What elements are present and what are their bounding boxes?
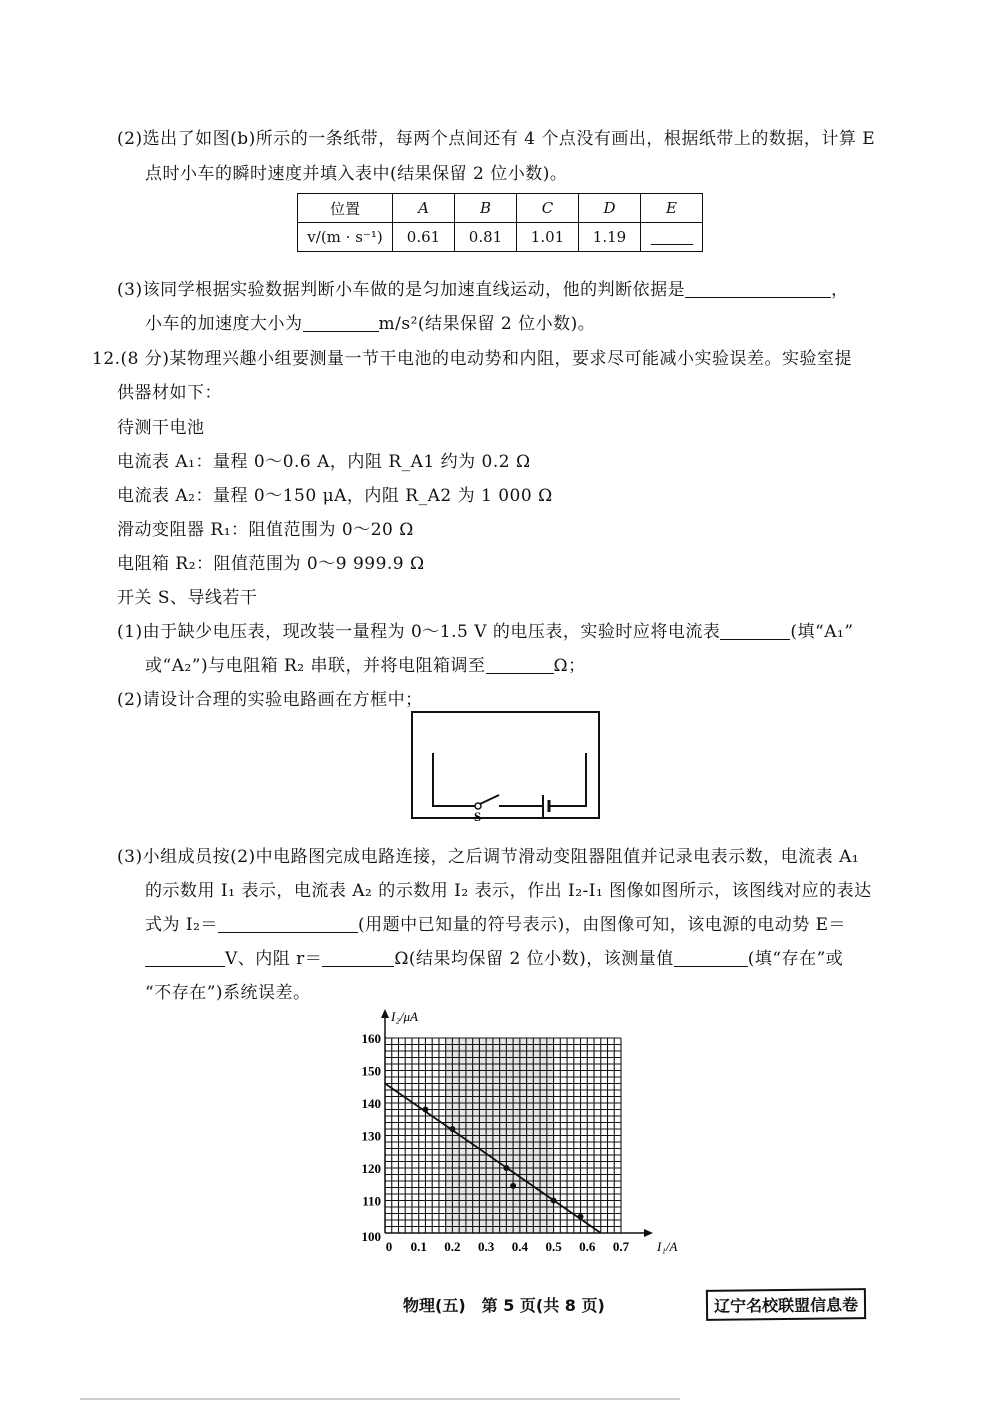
- table-header-cell: C: [541, 199, 554, 217]
- equipment-item: 电流表 A₂：量程 0～150 μA，内阻 R_A2 为 1 000 Ω: [117, 486, 553, 506]
- y-tick-label: 100: [361, 1229, 381, 1244]
- x-tick-label: 0.5: [545, 1239, 562, 1254]
- table-cell: 1.01: [517, 223, 579, 252]
- part1-hint: (填“A₁”: [790, 622, 854, 642]
- answer-blank-error[interactable]: [674, 949, 748, 967]
- q12-part2-text: (2)请设计合理的实验电路画在方框中；: [117, 690, 423, 710]
- answer-blank-expression[interactable]: [218, 915, 358, 933]
- y-tick-label: 160: [361, 1031, 381, 1046]
- table-header-cell: A: [418, 199, 429, 217]
- wire-right: [549, 753, 586, 806]
- q11-part3-text: (3)该同学根据实验数据判断小车做的是匀加速直线运动，他的判断依据是: [117, 280, 686, 300]
- q12-part3-line5: “不存在”)系统误差。: [145, 983, 311, 1003]
- table-header-cell: 位置: [298, 194, 393, 223]
- data-point: [422, 1107, 428, 1113]
- switch-label: S: [474, 809, 482, 824]
- ohm-unit: Ω；: [553, 656, 586, 676]
- data-point: [510, 1183, 516, 1189]
- r-label: V、内阻 r＝: [225, 949, 323, 969]
- table-header-row: [298, 194, 703, 223]
- data-point: [449, 1126, 455, 1132]
- y-tick-label: 140: [361, 1096, 381, 1111]
- part1-text: (1)由于缺少电压表，现改装一量程为 0～1.5 V 的电压表，实验时应将电流表: [117, 622, 721, 642]
- answer-blank-resistance[interactable]: [486, 656, 554, 674]
- table-header-cell: D: [603, 199, 616, 217]
- y-tick-label: 130: [361, 1128, 381, 1144]
- answer-blank-r[interactable]: [322, 949, 394, 967]
- data-point: [551, 1198, 557, 1204]
- table-cell: 1.19: [579, 223, 641, 252]
- y-tick-label: 110: [362, 1193, 381, 1209]
- y-axis-label: I₂/μA: [391, 1009, 418, 1024]
- answer-blank-e[interactable]: [641, 223, 703, 252]
- x-tick-label: 0.3: [478, 1239, 495, 1254]
- expr-label: 式为 I₂＝: [145, 915, 218, 935]
- x-tick-label: 0.7: [612, 1239, 630, 1254]
- i2-i1-graph: [345, 1005, 678, 1265]
- part1-text2: 或“A₂”)与电阻箱 R₂ 串联，并将电阻箱调至: [145, 656, 486, 676]
- q12-part3-line2: 的示数用 I₁ 表示，电流表 A₂ 的示数用 I₂ 表示，作出 I₂-I₁ 图像如图所示，该图线对应的表达: [145, 881, 872, 901]
- data-point: [578, 1214, 584, 1220]
- q12-part3-line4: [145, 944, 843, 969]
- note-text: Ω(结果均保留 2 位小数)，该测量值: [394, 949, 674, 969]
- table-row-label: v/(m · s⁻¹): [298, 223, 393, 252]
- error-hint: (填“存在”或: [747, 949, 844, 969]
- answer-blank-ammeter[interactable]: [720, 622, 790, 640]
- q12-intro-line2: 供器材如下：: [117, 383, 222, 403]
- table-header-cell: E: [666, 199, 677, 217]
- x-axis-label: I₁/A: [657, 1239, 678, 1254]
- q12-part3-line1: (3)小组成员按(2)中电路图完成电路连接，之后调节滑动变阻器阻值并记录电表示数，电流表 A₁: [117, 847, 860, 867]
- q12-part1-line2: [145, 651, 586, 676]
- y-tick-label: 150: [361, 1063, 381, 1079]
- comma: ，: [831, 280, 849, 300]
- answer-blank-emf[interactable]: [145, 949, 225, 967]
- equipment-item: 待测干电池: [117, 418, 205, 438]
- q11-part3-line2: [145, 309, 595, 334]
- x-tick-label: 0: [385, 1239, 393, 1254]
- q12-part1-line1: [117, 617, 854, 642]
- x-axis-arrow-icon: [644, 1229, 653, 1237]
- y-tick-label: 120: [361, 1161, 381, 1176]
- data-point: [503, 1165, 509, 1171]
- equipment-item: 电流表 A₁：量程 0～0.6 A，内阻 R_A1 约为 0.2 Ω: [117, 452, 531, 472]
- q12-intro-line1: 12.(8 分)某物理兴趣小组要测量一节干电池的电动势和内阻，要求尽可能减小实验误差。实验室提: [92, 349, 853, 369]
- switch-blade-icon: [480, 795, 499, 804]
- wire-left: [433, 753, 475, 806]
- equipment-item: 电阻箱 R₂：阻值范围为 0～9 999.9 Ω: [117, 554, 425, 574]
- accel-note: (结果保留 2 位小数)。: [417, 314, 596, 334]
- x-tick-label: 0.6: [579, 1239, 596, 1254]
- x-tick-label: 0.1: [410, 1239, 427, 1254]
- circuit-frame: [412, 712, 599, 818]
- scan-edge: [80, 1398, 680, 1400]
- x-tick-label: 0.4: [511, 1239, 528, 1254]
- emf-text: (用题中已知量的符号表示)，由图像可知，该电源的电动势 E＝: [357, 915, 847, 935]
- equipment-item: 开关 S、导线若干: [117, 588, 258, 608]
- answer-blank-basis[interactable]: [685, 280, 831, 298]
- y-axis-arrow-icon: [381, 1009, 389, 1018]
- x-tick-label: 0.2: [444, 1239, 461, 1254]
- circuit-box[interactable]: [411, 711, 601, 824]
- q11-part2-line2: 点时小车的瞬时速度并填入表中(结果保留 2 位小数)。: [145, 164, 568, 184]
- table-cell: 0.61: [393, 223, 455, 252]
- table-cell: 0.81: [455, 223, 517, 252]
- page-footer: 物理(五) 第 5 页(共 8 页): [403, 1296, 605, 1315]
- table-row: [298, 223, 703, 252]
- q11-part3-line1: [117, 275, 849, 300]
- publisher-stamp: 辽宁名校联盟信息卷: [706, 1288, 866, 1321]
- accel-unit: m/s²: [378, 314, 418, 334]
- velocity-table: [297, 193, 703, 252]
- q11-part2-line1: (2)选出了如图(b)所示的一条纸带，每两个点间还有 4 个点没有画出，根据纸带上的数据，计算 E: [117, 129, 876, 149]
- q12-part3-line3: [145, 910, 846, 935]
- table-header-cell: B: [479, 199, 492, 217]
- answer-blank-accel[interactable]: [303, 314, 379, 332]
- accel-label: 小车的加速度大小为: [145, 314, 303, 334]
- equipment-item: 滑动变阻器 R₁：阻值范围为 0～20 Ω: [117, 520, 414, 540]
